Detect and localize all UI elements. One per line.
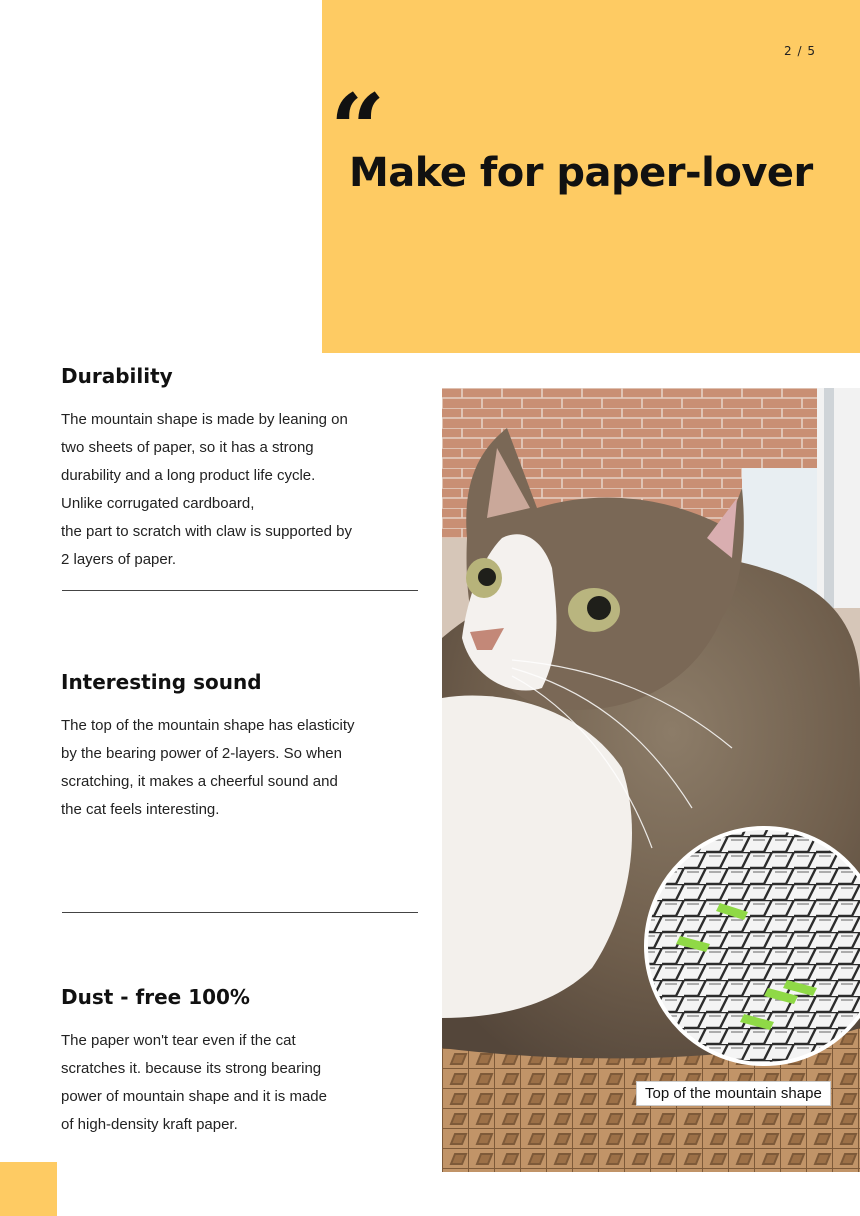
quote-icon: “ — [330, 73, 386, 186]
section-heading: Dust - free 100% — [61, 985, 250, 1009]
section-body: The paper won't tear even if the cat scratches it. because its strong bearing power of mountain shape and it is made of high-density kraft paper. — [61, 1032, 327, 1133]
cat-photo — [442, 388, 860, 1172]
footer-accent-block — [0, 1162, 57, 1216]
section-divider — [62, 590, 418, 591]
page-number: 2 / 5 — [784, 44, 816, 58]
section-heading: Interesting sound — [61, 670, 262, 694]
photo-caption: Top of the mountain shape — [636, 1081, 831, 1106]
section-body: The mountain shape is made by leaning on two sheets of paper, so it has a strong durability and a long product life cycle. Unlike corrugated cardboard, the part to scratch with claw is supported by 2 layers of paper. — [61, 411, 352, 568]
section-durability — [61, 364, 421, 574]
section-divider — [62, 912, 418, 913]
section-heading: Durability — [61, 364, 173, 388]
page-title: Make for paper-lover — [349, 150, 813, 196]
section-interesting-sound — [61, 670, 421, 824]
section-body: The top of the mountain shape has elasticity by the bearing power of 2-layers. So when scratching, it makes a cheerful sound and the cat feels interesting. — [61, 717, 355, 818]
section-dust-free — [61, 985, 421, 1139]
